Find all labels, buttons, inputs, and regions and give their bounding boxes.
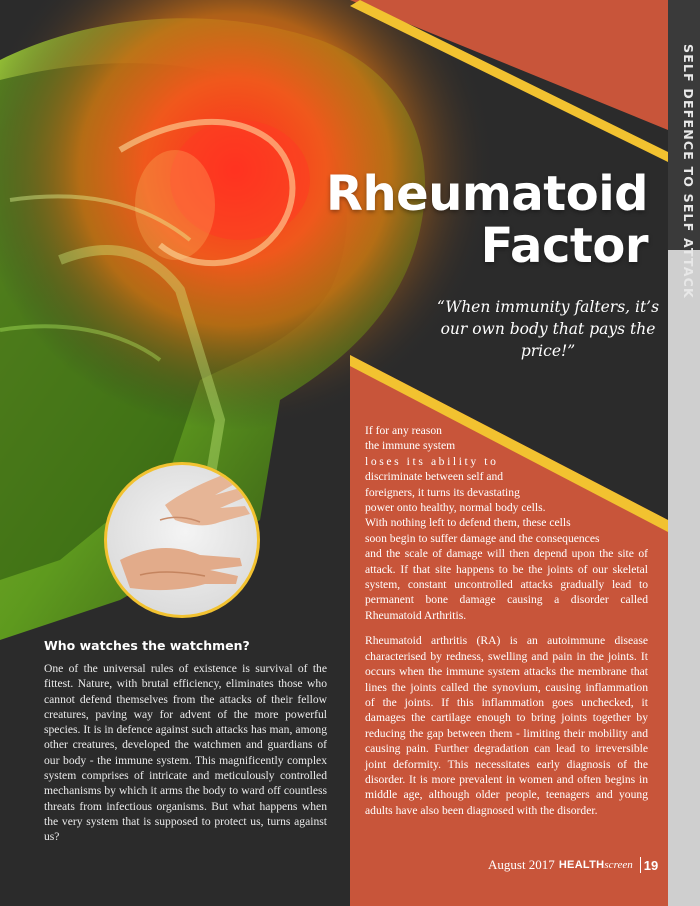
brand-bold: HEALTH: [558, 859, 605, 871]
intro-line: foreigners, it turns its devastating: [365, 485, 520, 499]
brand-italic: screen: [604, 859, 633, 871]
sidebar-body: One of the universal rules of existence is survival of the fittest. Nature, with brutal efficiency, eliminates those who cannot defend themselves from the attacks of their fellow creatures, paving way for advent of the more powerful species. It is in defence against such attacks has man, among other creatures, developed the watchmen and guardians of our body - the immune system. This magnificently complex system comprises of intricate and meticulously controlled mechanisms by which it arms the body to ward off countless threats from infectious organisms. But what happens when the very system that is supposed to protect us, turns against us?: [44, 662, 327, 844]
pull-quote: “When immunity falters, it’s our own body that pays the price!”: [436, 298, 660, 360]
intro-line: and the scale of damage will then depend upon the site of attack. If that site happens to be the joints of our skeletal system, constant uncontrolled attacks gradually lead to permanent bone damage causing a disorder called Rheumatoid Arthritis.: [365, 547, 648, 622]
right-column: [365, 423, 648, 828]
page-footer: [488, 856, 658, 874]
title-line-1: Rheumatoid: [326, 166, 648, 222]
ra-paragraph: Rheumatoid arthritis (RA) is an autoimmune disease characterised by redness, swelling and pain in the joints. It occurs when the immune system attacks the membrane that lines the joints called the synovium, causing inflammation of the joints. If this inflammation goes unchecked, it damages the cartilage enough to bring joints together by reducing the gap between them - limiting their mobility and causing pain. Further degradation can lead to irreversible joint deformity. This necessitates early diagnosis of the disorder. It is more prevalent in women and often begins in middle age, although older people, teenagers and young adults have also been diagnosed with the disorder.: [365, 634, 648, 817]
footer-divider: [640, 857, 641, 873]
section-tab-label: SELF DEFENCE TO SELF ATTACK: [681, 44, 696, 299]
intro-paragraph: [365, 423, 648, 623]
intro-line: If for any reason: [365, 424, 442, 437]
article-title: [326, 168, 648, 272]
sidebar-column: [44, 638, 327, 845]
intro-line: loses its ability to: [365, 454, 499, 468]
intro-line: discriminate between self and: [365, 470, 504, 484]
page-number: 19: [643, 857, 659, 873]
title-line-2: Factor: [480, 218, 648, 274]
issue-date: August 2017: [488, 857, 555, 872]
intro-line: power onto healthy, normal body cells.: [365, 501, 546, 515]
intro-line: the immune system: [365, 439, 456, 453]
sidebar-heading: Who watches the watchmen?: [44, 638, 250, 653]
intro-line: soon begin to suffer damage and the consequences: [365, 531, 600, 545]
intro-line: With nothing left to defend them, these cells: [365, 516, 571, 530]
